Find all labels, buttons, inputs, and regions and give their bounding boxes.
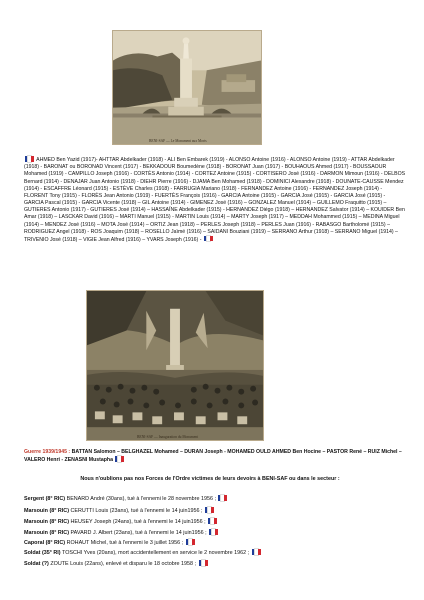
inauguration-photo-image bbox=[87, 291, 263, 440]
soldier-entry bbox=[24, 529, 384, 537]
soldier-text: BENARD André (30ans), tué à l'ennemi le 28 novembre 1956 ; bbox=[66, 496, 216, 503]
soldier-rank: Soldat (?) bbox=[24, 561, 49, 568]
french-flag-icon bbox=[252, 549, 261, 555]
monument-photo-caption: BENI-SAF — Le Monument aux Morts bbox=[149, 139, 207, 143]
soldier-entry bbox=[24, 560, 384, 568]
french-flag-icon bbox=[205, 507, 214, 513]
inauguration-photo-caption: BENI-SAF — Inauguration du Monument bbox=[137, 435, 199, 439]
french-flag-icon bbox=[218, 495, 227, 501]
soldier-text: HEUSEY Joseph (24ans), tué à l'ennemi le 14 juin1956 ; bbox=[70, 519, 206, 526]
names-list-text: AHMED Ben Yazid (1917)- AHTTAR Abdelkader (1918) - ALI Ben Embarek (1919) - ALONSO Antoine (1916) - ALONSO Antoine (1919) - ATTAR Abdelkader (1918) - BARONAT ou BORONAD Vincent (1917) - BEKKADOUR Boumedène (1918) - BORONAT Juan (1917) - BOUHAOUS Ahmed (1917) - BOUSSAOUR Mohamed (1919) - CAMPILLO Joseph (1916) - CORTÈS Antonio (1914) - CORTEZ Antoine (1915) - CORTISERO José (1916) - DARMON Mimoun (1916) - DELBOS Bernard (1914) - DENAJAR Juan Antonio (1918) - DIEHR Pierre (1916) - DJAMA Ben Mohamed (1918) - DOMINICI Alexandre (1918) - DOUNATE-CAUSSE Mendez (1914) - ESCAFFRE Léonard (1915) - ESTÈVE Charles (1918) - FARRUGIA Mariano (1918) - FERNANDEZ Antoine (1916) - FERNANDEZ Joseph (1914) - FLORENT Tony (1915) - FLORÈS Jean Antonio (1919) - FUERTÈS François (1916) - GARCIA Antoine (1915) - GARCIA José (1915) - GARCIA José (1915) - GARCIA Pascal (1915) - GARCIA Vicente (1918) – GIL Antoine (1914) - GIMENEZ José (1916) – GONZALEZ Manuel (1914) – GUILLEMO Fraquitto (1915) – GUTIERES Antonio (1917) - GUTIERES José (1914) – HASSAÏNE Abdelkader (1915) - HERNANDEZ Diégo (1918) – HERNANDEZ Salvator (1914) – KOUIDER Ben Amar (1918) – LASCKAR David (1916) – MARTI Manuel (1915) - MARTIN Louis (1914) – MARTY Joseph (1917) – MEDDAH Mohammed (1915) – MEDINA Miguel (1914) – MENDEZ José (1916) – MOTA José (1914) – ORTIZ Jean (1918) – PERLES Joseph (1918) – PERLES Juan (1916) - RABASGO Bartholomé (1915) – RODRIGUEZ Angel (1918) - ROS Joaquim (1918) – ROSELLO Jaïmé (1916) – SAIDANI Bouziani (1919) – SERRANO Arthur (1918) – SERRANO Miguel (1914) – TRIVENIO José (1918) – VIGIE Jean Alfred (1916) – YVARS Joseph (1916) - bbox=[24, 157, 406, 243]
soldier-rank: Marsouin (8° RIC) bbox=[24, 508, 69, 515]
ww2-label: Guerre 1939/1945 : bbox=[24, 449, 71, 455]
french-flag-icon bbox=[199, 560, 208, 566]
soldier-text: TOSCHI Yves (20ans), mort accidentellement en service le 2 novembre 1962 ; bbox=[62, 550, 250, 557]
soldier-rank: Sergent (8° RIC) bbox=[24, 496, 66, 503]
inauguration-photo bbox=[86, 290, 264, 441]
french-flag-icon bbox=[25, 156, 34, 162]
soldier-text: PAVARD J. Albert (23ans), tué à l'ennemi le 14 juin1956 ; bbox=[70, 530, 207, 537]
soldier-rank: Marsouin (8° RIC) bbox=[24, 519, 69, 526]
ww2-names bbox=[24, 449, 406, 465]
monument-photo-image bbox=[113, 31, 261, 144]
soldier-text: CERUTTI Louis (23ans), tué à l'ennemi le 14 juin1956 ; bbox=[70, 508, 203, 515]
french-flag-icon bbox=[115, 456, 124, 462]
soldier-text: ROHAUT Michel, tué à l'ennemi le 3 juillet 1956 ; bbox=[66, 540, 184, 547]
french-flag-icon bbox=[208, 518, 217, 524]
french-flag-icon bbox=[204, 236, 213, 242]
soldier-rank: Caporal (8° RIC) bbox=[24, 540, 66, 547]
french-flag-icon bbox=[209, 529, 218, 535]
names-list bbox=[24, 156, 406, 244]
forces-intro: Nous n'oublions pas nos Forces de l'Ordre victimes de leurs devoirs à BENI-SAF ou dans le secteur : bbox=[80, 476, 340, 482]
soldier-text: ZOUTE Louis (22ans), enlevé et disparu le 18 octobre 1958 ; bbox=[50, 561, 196, 568]
soldier-entry bbox=[24, 549, 384, 557]
french-flag-icon bbox=[186, 539, 195, 545]
soldier-rank: Soldat (35° RI) bbox=[24, 550, 61, 557]
soldier-entry bbox=[24, 495, 384, 503]
soldier-entry bbox=[24, 539, 384, 547]
soldier-entry bbox=[24, 507, 384, 515]
soldier-rank: Marsouin (8° RIC) bbox=[24, 530, 69, 537]
soldier-entry bbox=[24, 518, 384, 526]
ww2-names-text: BATTAN Salomon – BELGHAZEL Mohamed – DURAN Joseph - MOHAMED OULD AHMED Ben Hocine – PASTOR René – RUIZ Michel – VALERO Henri - ZENASNI Mustapha bbox=[24, 449, 402, 464]
monument-photo bbox=[112, 30, 262, 145]
